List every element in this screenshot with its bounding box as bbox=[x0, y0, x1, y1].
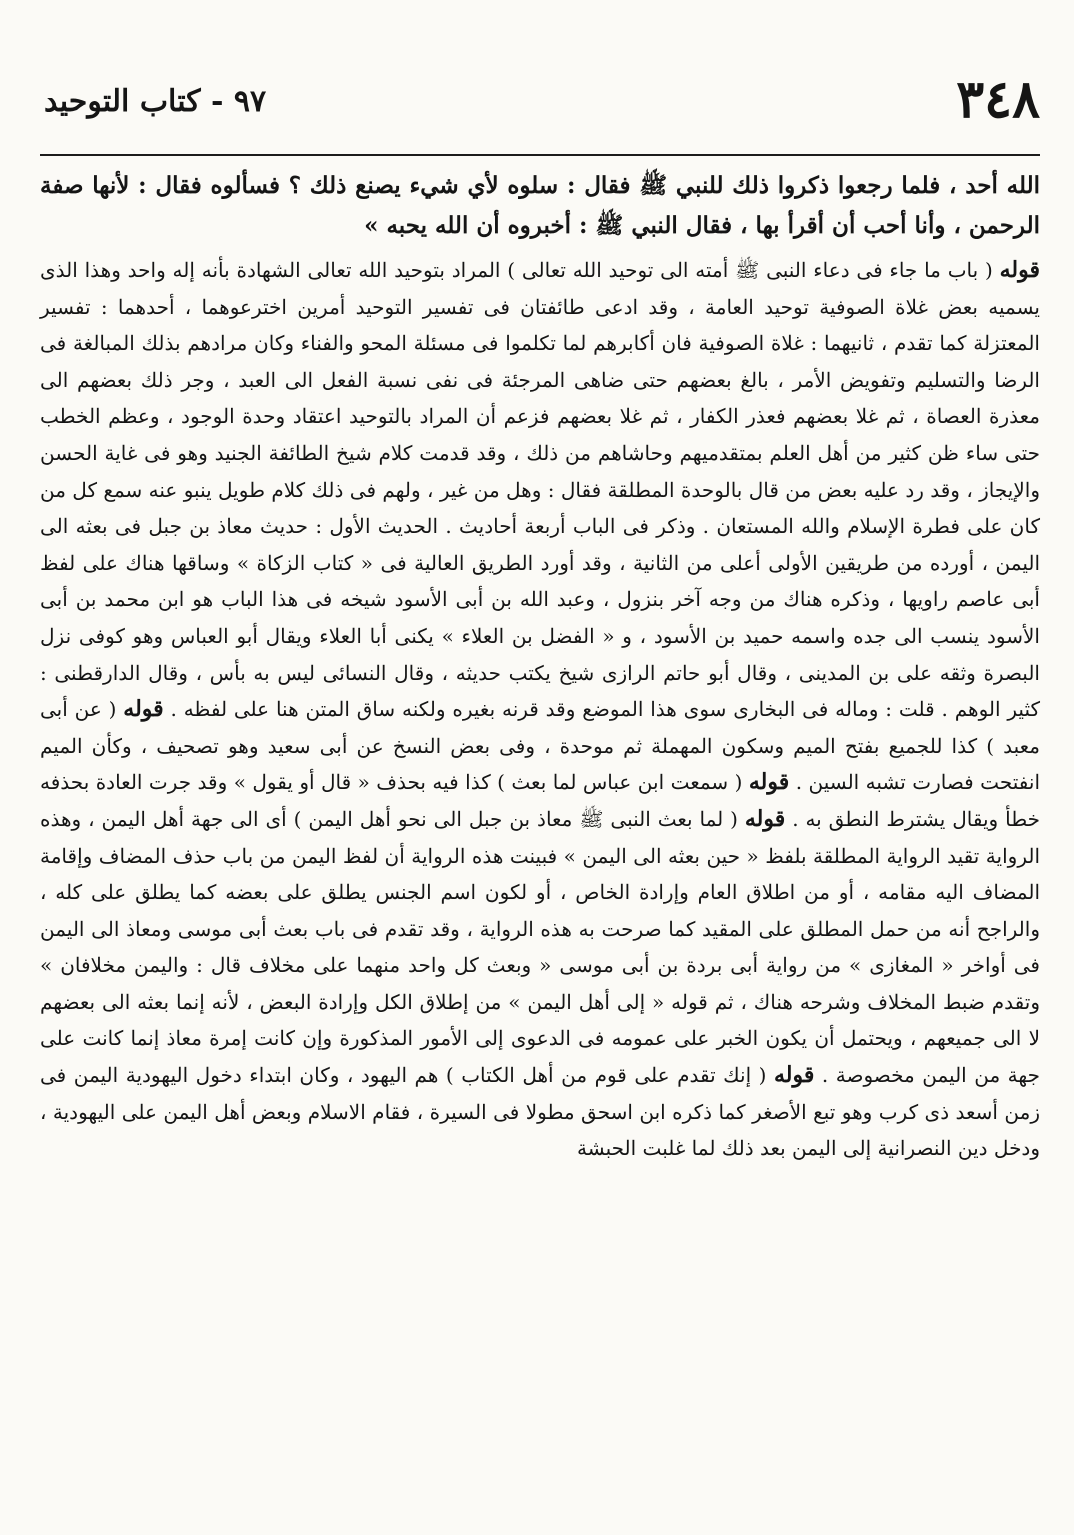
commentary-text: ( باب ما جاء فى دعاء النبى ﷺ أمته الى توحيد الله تعالى ) المراد بتوحيد الله تعالى الشهادة بأنه إله واحد وهذا الذى يسميه بعض غلاة الصوفية توحيد العامة ، وقد ادعى طائفتان فى تفسير التوحيد أمرين اخترعوهما ، أحدهما : تفسير المعتزلة كما تقدم ، ثانيهما : غلاة الصوفية فان أكابرهم لما تكلموا فى مسئلة المحو والفناء وكان مرادهم بذلك المبالغة فى الرضا والتسليم وتفويض الأمر ، بالغ بعضهم حتى ضاهى المرجئة فى نفى نسبة الفعل الى العبد ، وجر ذلك بعضهم الى معذرة العصاة ، ثم غلا بعضهم فعذر الكفار ، ثم غلا بعضهم فزعم أن المراد بالتوحيد اعتقاد وحدة الوجود ، وعظم الخطب حتى ساء ظن كثير من أهل العلم بمتقدميهم وحاشاهم من ذلك ، وقد قدمت كلام شيخ الطائفة الجنيد وهو فى غاية الحسن والإيجاز ، وقد رد عليه بعض من قال بالوحدة المطلقة فقال : وهل من غير ، ولهم فى ذلك كلام طويل ينبو عنه سمع كل من كان على فطرة الإسلام والله المستعان . وذكر فى الباب أربعة أحاديث . الحديث الأول : حديث معاذ بن جبل فى بعثه الى اليمن ، أورده من طريقين الأولى أعلى من الثانية ، وقد أورد الطريق العالية فى « كتاب الزكاة » وساقها هناك على لفظ أبى عاصم راويها ، وذكره هناك من وجه آخر بنزول ، وعبد الله بن أبى الأسود شيخه فى هذا الباب هو ابن محمد بن أبى الأسود ينسب الى جده واسمه حميد بن الأسود ، و « الفضل بن العلاء » يكنى أبا العلاء ويقال أبو العباس وهو كوفى نزل البصرة وثقه على بن المدينى ، وقال أبو حاتم الرازى شيخ يكتب حديثه ، وقال النسائى ليس به بأس ، وقال الدارقطنى : كثير الوهم . قلت : وماله فى البخارى سوى هذا الموضع وقد قرنه بغيره ولكنه ساق المتن هنا على لفظه . bbox=[40, 258, 1041, 722]
commentary-paragraph bbox=[40, 252, 1040, 1167]
hadith-text: الله أحد ، فلما رجعوا ذكروا ذلك للنبي ﷺ فقال : سلوه لأي شيء يصنع ذلك ؟ فسألوه فقال : لأنها صفة الرحمن ، وأنا أحب أن أقرأ بها ، فقال النبي ﷺ : أخبروه أن الله يحبه » bbox=[40, 172, 1040, 239]
running-title: ٩٧ - كتاب التوحيد bbox=[44, 84, 267, 119]
qawluhu-keyword: قوله bbox=[999, 257, 1040, 283]
qawluhu-keyword: قوله bbox=[744, 805, 786, 832]
book-page bbox=[40, 70, 1040, 1167]
qawluhu-keyword: قوله bbox=[773, 1062, 815, 1089]
page-number: ٣٤٨ bbox=[956, 69, 1040, 130]
qawluhu-keyword: قوله bbox=[123, 696, 164, 723]
qawluhu-keyword: قوله bbox=[748, 769, 790, 796]
commentary-text: ( سمعت ابن عباس لما بعث ) كذا فيه بحذف « قال أو يقول » وقد جرت العادة بحذفه خطأ ويقال يشترط النطق به . bbox=[40, 770, 1041, 831]
commentary-body bbox=[40, 252, 1040, 1167]
page-header bbox=[40, 70, 1040, 156]
commentary-text: ( عن أبى معبد ) كذا للجميع بفتح الميم وسكون المهملة ثم موحدة ، وفى بعض النسخ عن أبى سعيد وهو تصحيف ، وكأن الميم انفتحت فصارت تشبه السين . bbox=[40, 697, 1041, 795]
commentary-text: ( لما بعث النبى ﷺ معاذ بن جبل الى نحو أهل اليمن ) أى الى جهة أهل اليمن ، وهذه الرواية تقيد الرواية المطلقة بلفظ « حين بعثه الى اليمن » فبينت هذه الرواية أن لفظ اليمن من باب حذف المضاف وإقامة المضاف اليه مقامه ، أو من اطلاق العام وإرادة الخاص ، أو لكون اسم الجنس يطلق على بعضه كما يطلق على كله ، والراجح أنه من حمل المطلق على المقيد كما صرحت به هذه الرواية ، وقد تقدم فى باب بعث أبى موسى ومعاذ الى اليمن فى أواخر « المغازى » من رواية أبى بردة بن أبى موسى « وبعث كل واحد منهما على مخلاف قال : واليمن مخلافان » وتقدم ضبط المخلاف وشرحه هناك ، ثم قوله « إلى أهل اليمن » من إطلاق الكل وإرادة البعض ، لأنه إنما بعثه الى بعضهم لا الى جميعهم ، ويحتمل أن يكون الخبر على عمومه فى الدعوى إلى الأمور المذكورة وإن كانت إمرة معاذ إنما كانت على جهة من اليمن مخصوصة . bbox=[40, 806, 1041, 1088]
commentary-text: ( إنك تقدم على قوم من أهل الكتاب ) هم اليهود ، وكان ابتداء دخول اليهودية اليمن فى زمن أسعد ذى كرب وهو تبع الأصغر كما ذكره ابن اسحق مطولا فى السيرة ، فقام الاسلام وبعض أهل اليمن على اليهودية ، ودخل دين النصرانية إلى اليمن بعد ذلك لما غلبت الحبشة bbox=[40, 1063, 1040, 1161]
